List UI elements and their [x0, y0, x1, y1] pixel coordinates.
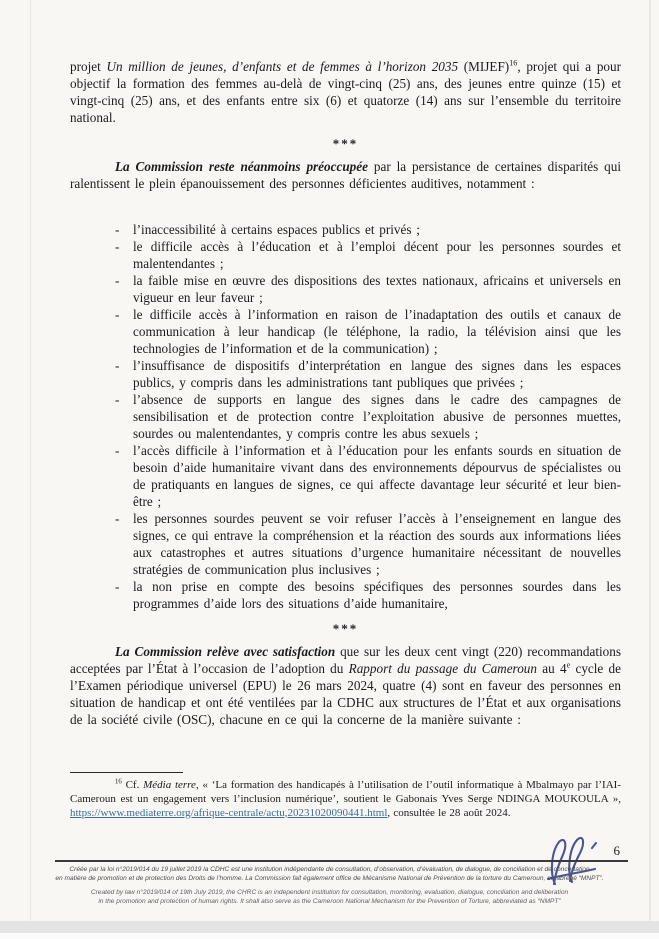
- p2-lead-bold-italic: La Commission reste néanmoins préoccupée: [115, 159, 368, 174]
- p1-text: , projet qui a pour objectif la formation des femmes au-delà de vingt-cinq (25) ans, des jeunes entre quinze (15) et vingt-cinq (25) ans, et des enfants entre six (6) et quatorze (14) ans sur l’ensemble du territoire national.: [70, 59, 622, 125]
- dash-marker: -: [115, 579, 120, 594]
- disparities-list: [70, 221, 621, 612]
- list-item: [70, 442, 621, 510]
- footnote-text: , « ‘La formation des handicapés à l’utilisation de l’outil informatique à Mbalmayo par l’IAI-Cameroun est un engagement vers l’inclusion numérique’, soutient le Gabonais Yves Serge NDINGA MOUKOULA »,: [70, 779, 621, 805]
- ordinal-superscript: e: [566, 660, 571, 670]
- list-item-text: la non prise en compte des besoins spécifiques des personnes sourdes dans les programmes d’aide lors des situations d’aide humanitaire,: [133, 579, 621, 611]
- scan-bottom-edge: [0, 933, 659, 939]
- list-item-text: l’insuffisance de dispositifs d’interprétation en langue des signes dans les espaces publics, y compris dans les administrations tant publiques que privées ;: [133, 358, 621, 390]
- footnote-text: Cf.: [121, 779, 144, 791]
- p3-text: au 4: [536, 661, 567, 676]
- list-item: [70, 578, 621, 612]
- p1-text: projet: [70, 59, 107, 74]
- dash-marker: -: [115, 222, 120, 237]
- footer-english-line2: in the promotion and protection of human rights. It shall also serve as the Cameroon National Mechanism for the Prevention of Torture, abbreviated as “NMPT”: [98, 898, 561, 905]
- footer-english: [30, 888, 629, 906]
- dash-marker: -: [115, 358, 120, 373]
- footnote-block: [70, 772, 621, 820]
- list-item-text: les personnes sourdes peuvent se voir refuser l’accès à l’enseignement en langue des signes, ce qui entrave la compréhension et la réaction des sourds aux informations liées aux catastrophes et autres situations d’urgence humanitaire nécessitant de nouvelles stratégies de communication plus inclusives ;: [133, 511, 621, 577]
- dash-marker: -: [115, 307, 120, 322]
- p2-text: par la persistance de certaines disparités qui ralentissent le plein épanouissement des personnes déficientes auditives, notamment :: [70, 159, 621, 191]
- dash-marker: -: [115, 392, 120, 407]
- p3-text: que sur les deux cent vingt (220) recommandations acceptées par l’État à l’occasion de l’adoption du: [70, 644, 621, 676]
- list-item-text: la faible mise en œuvre des dispositions des textes nationaux, africains et universels en vigueur en leur faveur ;: [133, 273, 621, 305]
- list-item-text: le difficile accès à l’éducation et à l’emploi décent pour les personnes sourdes et malentendantes ;: [133, 239, 621, 271]
- footnote-source-italic: Média terre: [143, 779, 196, 791]
- footer-english-line1: Created by law n°2019/014 of 19th July 2019, the CHRC is an independent institution for consultation, monitoring, evaluation, dialogue, conciliation and deliberation: [90, 889, 569, 896]
- scan-bottom-band: [0, 921, 659, 933]
- list-item: [70, 357, 621, 391]
- paragraph-commission-preoccupee: [70, 158, 621, 192]
- list-item-text: l’accès difficile à l’information et à l’éducation pour les enfants sourds en situation de besoin d’aide humanitaire vivant dans des environnements dépourvus de spécialistes ou de pratiquants en langues de signes, ce qui affecte davantage leur sécurité et leur bien-être ;: [133, 443, 621, 509]
- list-item: [70, 221, 621, 238]
- paragraph-project-mijef: [70, 58, 621, 126]
- list-item-text: l’absence de supports en langue des signes dans le cadre des campagnes de sensibilisation et de protection contre l’exploitation abusive de personnes muettes, sourdes ou malentendantes, y compris contre les abus sexuels ;: [133, 392, 621, 441]
- list-item: [70, 306, 621, 357]
- footer-rule: [55, 860, 628, 862]
- p3-italic-report-title: Rapport du passage du Cameroun: [348, 661, 537, 676]
- dash-marker: -: [115, 239, 120, 254]
- scan-edge-right: [649, 0, 651, 921]
- page-number: 6: [613, 843, 620, 858]
- dash-marker: -: [115, 511, 120, 526]
- footnote-separator-rule: [70, 772, 183, 773]
- footnote-number: 16: [115, 778, 122, 786]
- paragraph-commission-satisfaction: [70, 643, 621, 728]
- dash-marker: -: [115, 273, 120, 288]
- list-item-text: l’inaccessibilité à certains espaces publics et privés ;: [133, 222, 420, 237]
- list-item-text: le difficile accès à l’information en raison de l’inadaptation des outils et canaux de communication à leur handicap (le téléphone, la radio, la télévision ainsi que les technologies de l’information et de la communication) ;: [133, 307, 621, 356]
- footnote-ref-16: 16: [509, 58, 518, 68]
- list-item: [70, 510, 621, 578]
- scan-edge-left: [30, 0, 31, 921]
- footnote-url-link[interactable]: https://www.mediaterre.org/afrique-centrale/actu,20231020090441.html: [70, 806, 388, 819]
- footer-french: [30, 865, 629, 883]
- p3-text: cycle de l’Examen périodique universel (EPU) le 26 mars 2024, quatre (4) sont en faveur des personnes en situation de handicap et ont été ventilées par la CDHC aux structures de l’État et aux organisations de la société civile (OSC), chacune en ce qui la concerne de la manière suivante :: [70, 661, 621, 727]
- p1-text: (MIJEF): [458, 59, 510, 74]
- list-item: [70, 391, 621, 442]
- footer-french-line2: en matière de promotion et de protection des Droits de l’homme. La Commission fait également office de Mécanisme National de Prévention de la torture du Cameroun, en abrégé “MNPT”.: [55, 875, 604, 882]
- p3-lead-bold-italic: La Commission relève avec satisfaction: [115, 644, 336, 659]
- list-item: [70, 272, 621, 306]
- section-separator: ***: [332, 136, 359, 151]
- dash-marker: -: [115, 443, 120, 458]
- list-item: [70, 238, 621, 272]
- footer-french-line1: Créée par la loi n°2019/014 du 19 juillet 2019 la CDHC est une institution indépendante de consultation, d’observation, d’évaluation, de dialogue, de conciliation et de concertation: [69, 866, 590, 873]
- p1-italic-title: Un million de jeunes, d’enfants et de femmes à l’horizon 2035: [106, 59, 459, 74]
- section-separator: ***: [332, 621, 359, 636]
- footnote-text: , consultée le 28 août 2024.: [387, 806, 511, 819]
